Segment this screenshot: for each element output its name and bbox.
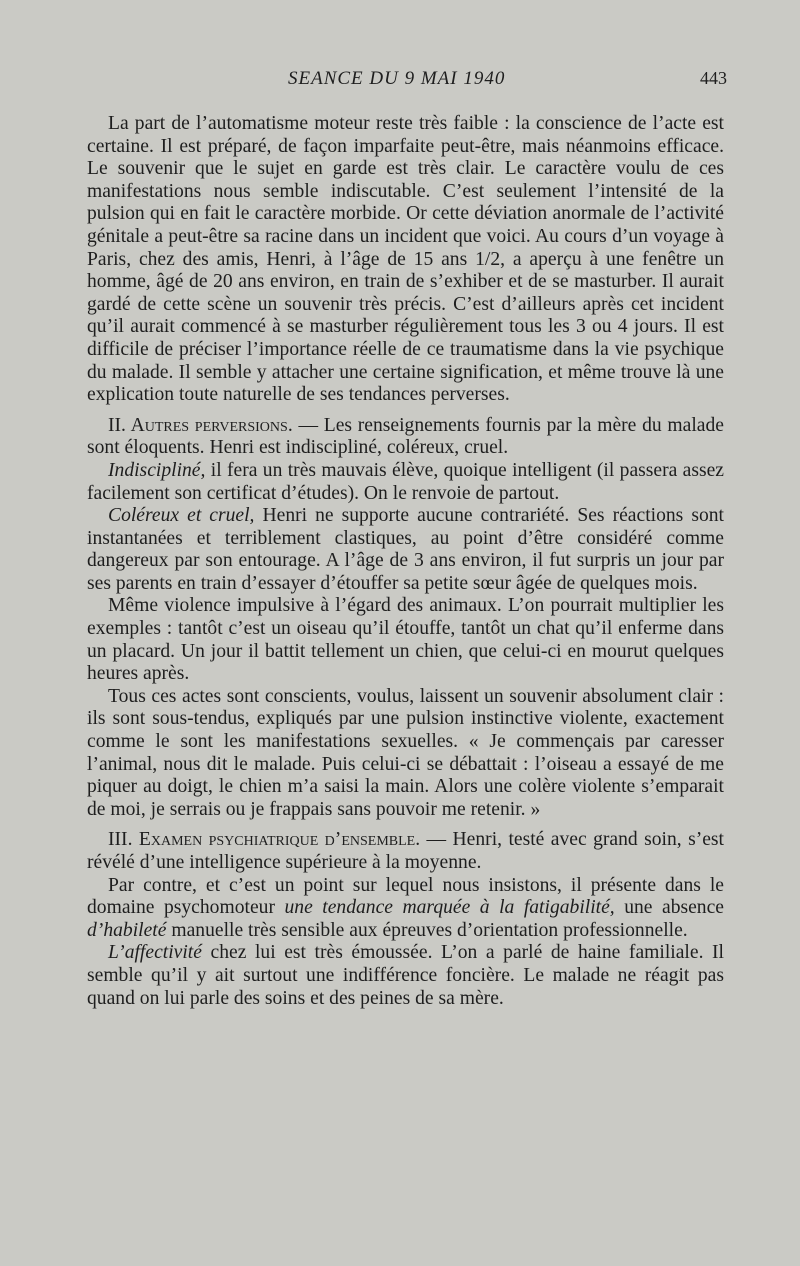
section-heading: III. Examen psychiatrique d’ensemble. <box>108 829 421 851</box>
italic-lead: L’affectivité <box>108 942 202 964</box>
paragraph-text: il fera un très mauvais élève, quoique intelligent (il passera assez facilement son certificat d’études). On le renvoie de partout. <box>87 459 724 504</box>
paragraph-text: une absence <box>614 897 725 919</box>
paragraph-text: — Les renseignements fournis par la mère du malade sont éloquents. Henri est indiscipliné, coléreux, cruel. <box>87 414 724 459</box>
page-number: 443 <box>700 68 727 88</box>
paragraph-text: Henri ne supporte aucune contrariété. Ses réactions sont instantanées et terriblement clastiques, au point d’être considéré comme dangereux par son entourage. A l’âge de 3 ans environ, il fut surpris un jour par ses parents en train d’essayer d’étouffer sa petite sœur âgée de quelques mois. <box>87 505 724 594</box>
section-heading: II. Autres perversions. <box>108 414 293 436</box>
italic-lead: Indiscipliné, <box>108 459 206 481</box>
body-text <box>87 113 724 1010</box>
section-paragraph <box>87 415 724 460</box>
paragraph <box>87 505 724 595</box>
page-header <box>0 68 800 98</box>
paragraph <box>87 942 724 1010</box>
paragraph-text: chez lui est très émoussée. L’on a parlé de haine familiale. Il semble qu’il y ait surtout une indifférence foncière. Le malade ne réagit pas quand on lui parle des soins et des peines de sa mère. <box>87 942 724 1009</box>
running-title: SEANCE DU 9 MAI 1940 <box>288 68 506 89</box>
italic-phrase: d’habileté <box>87 919 167 941</box>
italic-lead: Coléreux et cruel, <box>108 505 255 527</box>
paragraph-text: manuelle très sensible aux épreuves d’orientation professionnelle. <box>166 919 688 941</box>
paragraph-text: — Henri, testé avec grand soin, s’est révélé d’une intelligence supérieure à la moyenne. <box>87 829 724 873</box>
paragraph <box>87 113 724 407</box>
paragraph-text: Par contre, et c’est un point sur lequel nous insistons, il présente dans le domaine psychomoteur <box>87 874 724 919</box>
paragraph-text: Tous ces actes sont conscients, voulus, laissent un souvenir absolument clair : ils sont sous-tendus, expliqués par une pulsion instinctive violente, exactement comme le sont les manifestations sexuelles. « Je commençais par caresser l’animal, nous dit le malade. Puis celui-ci se débattait : l’oiseau a essayé de me piquer au doigt, le chien m’a saisi la main. Alors une colère violente s’emparait de moi, je serrais ou je frappais sans pouvoir me retenir. » <box>87 685 724 820</box>
paragraph <box>87 686 724 822</box>
section-paragraph <box>87 829 724 874</box>
paragraph <box>87 875 724 943</box>
italic-phrase: une tendance marquée à la fatigabilité, <box>284 897 615 919</box>
paragraph <box>87 460 724 505</box>
paragraph <box>87 595 724 685</box>
paragraph-text: Même violence impulsive à l’égard des animaux. L’on pourrait multiplier les exemples : tantôt c’est un oiseau qu’il étouffe, tantôt un chat qu’il enferme dans un placard. Un jour il battit tellement un chien, que celui-ci en mourut quelques heures après. <box>87 595 724 685</box>
paragraph-text: La part de l’automatisme moteur reste très faible : la conscience de l’acte est certaine. Il est préparé, de façon imparfaite peut-être, mais néanmoins efficace. Le souvenir que le sujet en garde est très clair. Le caractère voulu de ces manifestations nous semble indiscutable. C’est seulement l’intensité de la pulsion qui en fait le caractère morbide. Or cette déviation anormale de l’activité génitale a peut-être sa racine dans un incident que voici. Au cours d’un voyage à Paris, chez des amis, Henri, à l’âge de 15 ans 1/2, a aperçu à une fenêtre un homme, âgé de 20 ans environ, en train de s’exhiber et de se masturber. Il aurait gardé de cette scène un souvenir très précis. C’est d’ailleurs après cet incident qu’il aurait commencé à se masturber régulièrement tous les 3 ou 4 jours. Il est difficile de préciser l’importance réelle de ce traumatisme dans la vie psychique du malade. Il semble y attacher une certaine signification, et même trouve là une explication toute naturelle de ses tendances perverses. <box>87 113 724 406</box>
